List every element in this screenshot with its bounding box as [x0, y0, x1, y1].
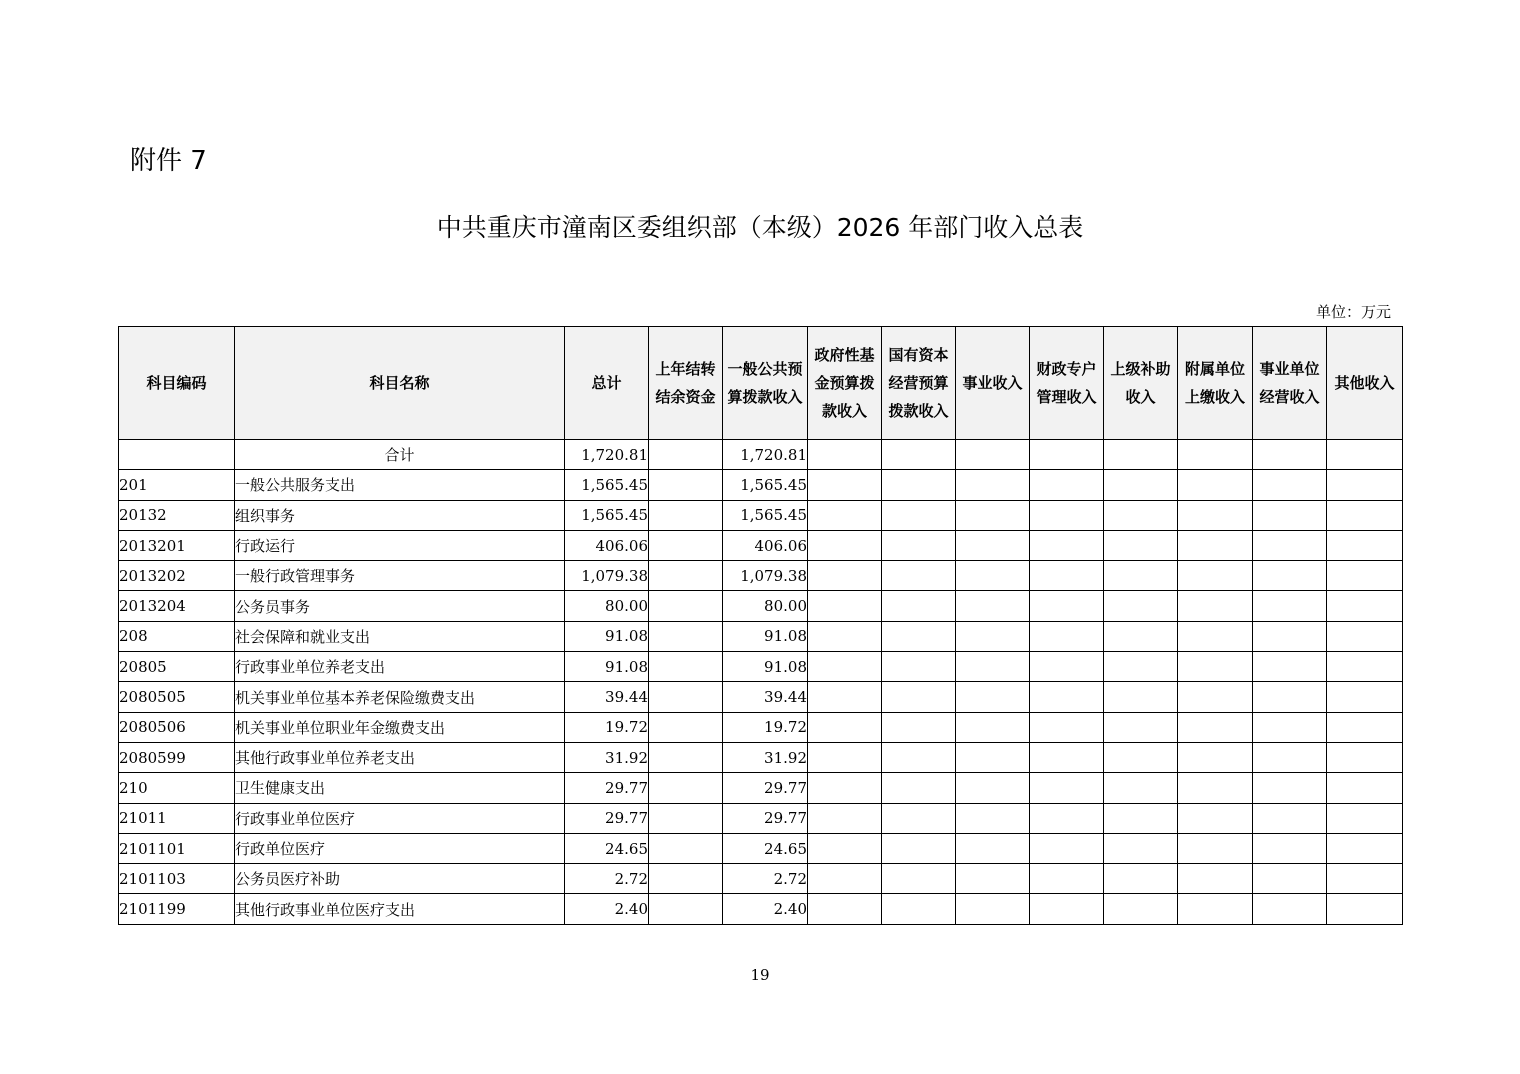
cell-general-budget: 91.08	[723, 652, 808, 682]
cell-empty	[1253, 682, 1327, 712]
cell-empty	[1327, 591, 1403, 621]
cell-name: 行政单位医疗	[235, 833, 565, 863]
attachment-label: 附件 7	[130, 146, 207, 176]
cell-total: 1,720.81	[565, 440, 649, 470]
cell-empty	[1104, 773, 1178, 803]
cell-general-budget: 91.08	[723, 621, 808, 651]
col-header-gov-fund: 政府性基金预算拨款收入	[808, 327, 882, 440]
cell-empty	[1253, 500, 1327, 530]
cell-empty	[1327, 742, 1403, 772]
cell-empty	[1030, 833, 1104, 863]
cell-empty	[808, 621, 882, 651]
cell-empty	[1104, 833, 1178, 863]
cell-total: 29.77	[565, 803, 649, 833]
cell-code: 2013204	[119, 591, 235, 621]
cell-empty	[1178, 803, 1253, 833]
cell-empty	[1327, 440, 1403, 470]
cell-empty	[956, 682, 1030, 712]
cell-carryover	[649, 742, 723, 772]
cell-carryover	[649, 500, 723, 530]
cell-empty	[1253, 742, 1327, 772]
col-header-superior-subsidy: 上级补助收入	[1104, 327, 1178, 440]
cell-empty	[808, 742, 882, 772]
cell-total: 39.44	[565, 682, 649, 712]
cell-carryover	[649, 864, 723, 894]
cell-empty	[1030, 561, 1104, 591]
cell-empty	[808, 470, 882, 500]
cell-empty	[808, 440, 882, 470]
cell-empty	[882, 712, 956, 742]
cell-carryover	[649, 803, 723, 833]
cell-empty	[1030, 621, 1104, 651]
cell-empty	[1104, 561, 1178, 591]
cell-empty	[1178, 712, 1253, 742]
cell-total: 2.40	[565, 894, 649, 924]
cell-empty	[808, 773, 882, 803]
cell-name: 行政运行	[235, 530, 565, 560]
cell-empty	[956, 591, 1030, 621]
cell-empty	[1030, 864, 1104, 894]
cell-name: 行政事业单位养老支出	[235, 652, 565, 682]
cell-general-budget: 19.72	[723, 712, 808, 742]
cell-general-budget: 2.72	[723, 864, 808, 894]
table-header-row	[119, 327, 1403, 440]
cell-empty	[882, 440, 956, 470]
cell-carryover	[649, 652, 723, 682]
cell-empty	[1178, 682, 1253, 712]
cell-name: 卫生健康支出	[235, 773, 565, 803]
cell-empty	[956, 470, 1030, 500]
cell-code	[119, 440, 235, 470]
cell-total: 1,565.45	[565, 470, 649, 500]
income-table	[118, 326, 1403, 925]
cell-empty	[1104, 742, 1178, 772]
cell-general-budget: 29.77	[723, 803, 808, 833]
cell-empty	[882, 470, 956, 500]
cell-empty	[808, 500, 882, 530]
cell-empty	[1327, 833, 1403, 863]
cell-empty	[1030, 682, 1104, 712]
cell-empty	[956, 803, 1030, 833]
cell-empty	[1327, 864, 1403, 894]
table-row	[119, 742, 1403, 772]
cell-empty	[882, 894, 956, 924]
cell-empty	[1327, 470, 1403, 500]
cell-general-budget: 406.06	[723, 530, 808, 560]
cell-empty	[1030, 470, 1104, 500]
cell-code: 2101199	[119, 894, 235, 924]
cell-carryover	[649, 894, 723, 924]
table-row	[119, 894, 1403, 924]
table-row	[119, 803, 1403, 833]
cell-empty	[1030, 894, 1104, 924]
cell-empty	[1178, 530, 1253, 560]
table-row	[119, 470, 1403, 500]
cell-empty	[808, 652, 882, 682]
cell-total: 91.08	[565, 652, 649, 682]
unit-label: 单位：万元	[1315, 303, 1391, 321]
cell-empty	[1030, 742, 1104, 772]
cell-general-budget: 29.77	[723, 773, 808, 803]
cell-general-budget: 31.92	[723, 742, 808, 772]
cell-empty	[1178, 561, 1253, 591]
cell-empty	[1253, 803, 1327, 833]
col-header-state-capital: 国有资本经营预算拨款收入	[882, 327, 956, 440]
cell-empty	[956, 440, 1030, 470]
cell-empty	[1030, 803, 1104, 833]
cell-empty	[882, 530, 956, 560]
cell-name: 机关事业单位基本养老保险缴费支出	[235, 682, 565, 712]
cell-name: 社会保障和就业支出	[235, 621, 565, 651]
cell-empty	[882, 803, 956, 833]
cell-name: 公务员事务	[235, 591, 565, 621]
cell-total: 1,565.45	[565, 500, 649, 530]
cell-empty	[1253, 833, 1327, 863]
cell-empty	[1104, 621, 1178, 651]
cell-empty	[808, 864, 882, 894]
cell-name: 机关事业单位职业年金缴费支出	[235, 712, 565, 742]
cell-empty	[956, 652, 1030, 682]
cell-empty	[808, 682, 882, 712]
cell-empty	[1178, 470, 1253, 500]
cell-empty	[1178, 621, 1253, 651]
cell-empty	[882, 833, 956, 863]
cell-total: 2.72	[565, 864, 649, 894]
cell-code: 2080506	[119, 712, 235, 742]
cell-carryover	[649, 561, 723, 591]
col-header-special-account: 财政专户管理收入	[1030, 327, 1104, 440]
cell-name: 行政事业单位医疗	[235, 803, 565, 833]
cell-empty	[882, 864, 956, 894]
cell-name: 一般公共服务支出	[235, 470, 565, 500]
cell-empty	[1104, 803, 1178, 833]
table-row	[119, 591, 1403, 621]
cell-empty	[956, 712, 1030, 742]
cell-empty	[1030, 652, 1104, 682]
cell-carryover	[649, 621, 723, 651]
cell-empty	[882, 682, 956, 712]
cell-general-budget: 39.44	[723, 682, 808, 712]
cell-total: 91.08	[565, 621, 649, 651]
table-row	[119, 621, 1403, 651]
cell-empty	[1178, 440, 1253, 470]
cell-name: 一般行政管理事务	[235, 561, 565, 591]
cell-general-budget: 1,079.38	[723, 561, 808, 591]
cell-general-budget: 2.40	[723, 894, 808, 924]
cell-empty	[808, 561, 882, 591]
cell-code: 2101101	[119, 833, 235, 863]
cell-empty	[1327, 712, 1403, 742]
cell-general-budget: 80.00	[723, 591, 808, 621]
table-row	[119, 500, 1403, 530]
cell-empty	[1178, 773, 1253, 803]
cell-empty	[808, 833, 882, 863]
cell-carryover	[649, 682, 723, 712]
cell-empty	[808, 894, 882, 924]
cell-empty	[1327, 621, 1403, 651]
cell-empty	[1104, 500, 1178, 530]
cell-empty	[956, 773, 1030, 803]
table-row	[119, 864, 1403, 894]
cell-empty	[1030, 500, 1104, 530]
cell-empty	[1253, 591, 1327, 621]
table-row	[119, 773, 1403, 803]
cell-total: 19.72	[565, 712, 649, 742]
cell-empty	[1327, 500, 1403, 530]
cell-empty	[808, 591, 882, 621]
cell-empty	[1327, 682, 1403, 712]
cell-code: 208	[119, 621, 235, 651]
cell-empty	[808, 803, 882, 833]
cell-code: 21011	[119, 803, 235, 833]
cell-empty	[956, 530, 1030, 560]
cell-total: 80.00	[565, 591, 649, 621]
cell-name: 其他行政事业单位医疗支出	[235, 894, 565, 924]
cell-name: 其他行政事业单位养老支出	[235, 742, 565, 772]
col-header-name: 科目名称	[235, 327, 565, 440]
cell-carryover	[649, 773, 723, 803]
col-header-affiliate-remit: 附属单位上缴收入	[1178, 327, 1253, 440]
cell-general-budget: 1,565.45	[723, 470, 808, 500]
cell-empty	[956, 500, 1030, 530]
cell-empty	[882, 742, 956, 772]
cell-code: 2101103	[119, 864, 235, 894]
cell-empty	[882, 591, 956, 621]
cell-empty	[1030, 530, 1104, 560]
cell-carryover	[649, 440, 723, 470]
cell-empty	[956, 894, 1030, 924]
cell-general-budget: 24.65	[723, 833, 808, 863]
cell-empty	[1178, 591, 1253, 621]
cell-general-budget: 1,720.81	[723, 440, 808, 470]
cell-total: 31.92	[565, 742, 649, 772]
cell-empty	[1030, 440, 1104, 470]
cell-empty	[956, 621, 1030, 651]
col-header-carryover: 上年结转结余资金	[649, 327, 723, 440]
cell-empty	[882, 652, 956, 682]
cell-code: 210	[119, 773, 235, 803]
cell-empty	[1104, 440, 1178, 470]
cell-empty	[1327, 773, 1403, 803]
cell-empty	[1327, 894, 1403, 924]
cell-empty	[882, 561, 956, 591]
cell-empty	[956, 833, 1030, 863]
cell-code: 2080599	[119, 742, 235, 772]
cell-empty	[956, 864, 1030, 894]
cell-code: 2080505	[119, 682, 235, 712]
col-header-operating-income: 事业单位经营收入	[1253, 327, 1327, 440]
cell-empty	[1104, 682, 1178, 712]
cell-empty	[1253, 652, 1327, 682]
table-row	[119, 530, 1403, 560]
cell-empty	[1327, 652, 1403, 682]
cell-carryover	[649, 591, 723, 621]
cell-code: 201	[119, 470, 235, 500]
cell-empty	[1104, 652, 1178, 682]
table-row	[119, 440, 1403, 470]
col-header-business-income: 事业收入	[956, 327, 1030, 440]
cell-empty	[808, 712, 882, 742]
cell-empty	[1327, 561, 1403, 591]
cell-empty	[1104, 864, 1178, 894]
cell-code: 2013202	[119, 561, 235, 591]
cell-total: 1,079.38	[565, 561, 649, 591]
cell-code: 2013201	[119, 530, 235, 560]
cell-empty	[1030, 773, 1104, 803]
col-header-other-income: 其他收入	[1327, 327, 1403, 440]
cell-empty	[1104, 530, 1178, 560]
cell-carryover	[649, 530, 723, 560]
table-row	[119, 712, 1403, 742]
cell-empty	[808, 530, 882, 560]
cell-empty	[1253, 894, 1327, 924]
table-body	[119, 440, 1403, 925]
cell-empty	[1253, 712, 1327, 742]
cell-empty	[1104, 712, 1178, 742]
cell-empty	[956, 561, 1030, 591]
cell-total: 29.77	[565, 773, 649, 803]
col-header-total: 总计	[565, 327, 649, 440]
cell-empty	[1030, 591, 1104, 621]
cell-carryover	[649, 470, 723, 500]
cell-name: 组织事务	[235, 500, 565, 530]
table-row	[119, 561, 1403, 591]
cell-empty	[1104, 591, 1178, 621]
cell-empty	[882, 621, 956, 651]
col-header-general-budget: 一般公共预算拨款收入	[723, 327, 808, 440]
cell-empty	[1178, 742, 1253, 772]
cell-name: 合计	[235, 440, 565, 470]
cell-empty	[1327, 803, 1403, 833]
cell-empty	[882, 500, 956, 530]
document-title: 中共重庆市潼南区委组织部（本级）2026 年部门收入总表	[436, 213, 1084, 242]
table-row	[119, 652, 1403, 682]
cell-carryover	[649, 712, 723, 742]
cell-name: 公务员医疗补助	[235, 864, 565, 894]
cell-empty	[1327, 530, 1403, 560]
cell-empty	[1253, 440, 1327, 470]
cell-empty	[1253, 470, 1327, 500]
cell-empty	[1253, 621, 1327, 651]
cell-empty	[1253, 530, 1327, 560]
cell-empty	[1253, 864, 1327, 894]
cell-empty	[1178, 894, 1253, 924]
page-number: 19	[750, 966, 770, 984]
cell-empty	[1104, 470, 1178, 500]
table-row	[119, 833, 1403, 863]
col-header-code: 科目编码	[119, 327, 235, 440]
cell-empty	[956, 742, 1030, 772]
cell-general-budget: 1,565.45	[723, 500, 808, 530]
cell-empty	[882, 773, 956, 803]
cell-empty	[1104, 894, 1178, 924]
cell-empty	[1253, 561, 1327, 591]
cell-total: 24.65	[565, 833, 649, 863]
cell-empty	[1178, 833, 1253, 863]
cell-carryover	[649, 833, 723, 863]
cell-empty	[1253, 773, 1327, 803]
table-row	[119, 682, 1403, 712]
cell-code: 20132	[119, 500, 235, 530]
cell-empty	[1178, 864, 1253, 894]
cell-empty	[1178, 652, 1253, 682]
cell-empty	[1030, 712, 1104, 742]
cell-code: 20805	[119, 652, 235, 682]
cell-empty	[1178, 500, 1253, 530]
cell-total: 406.06	[565, 530, 649, 560]
